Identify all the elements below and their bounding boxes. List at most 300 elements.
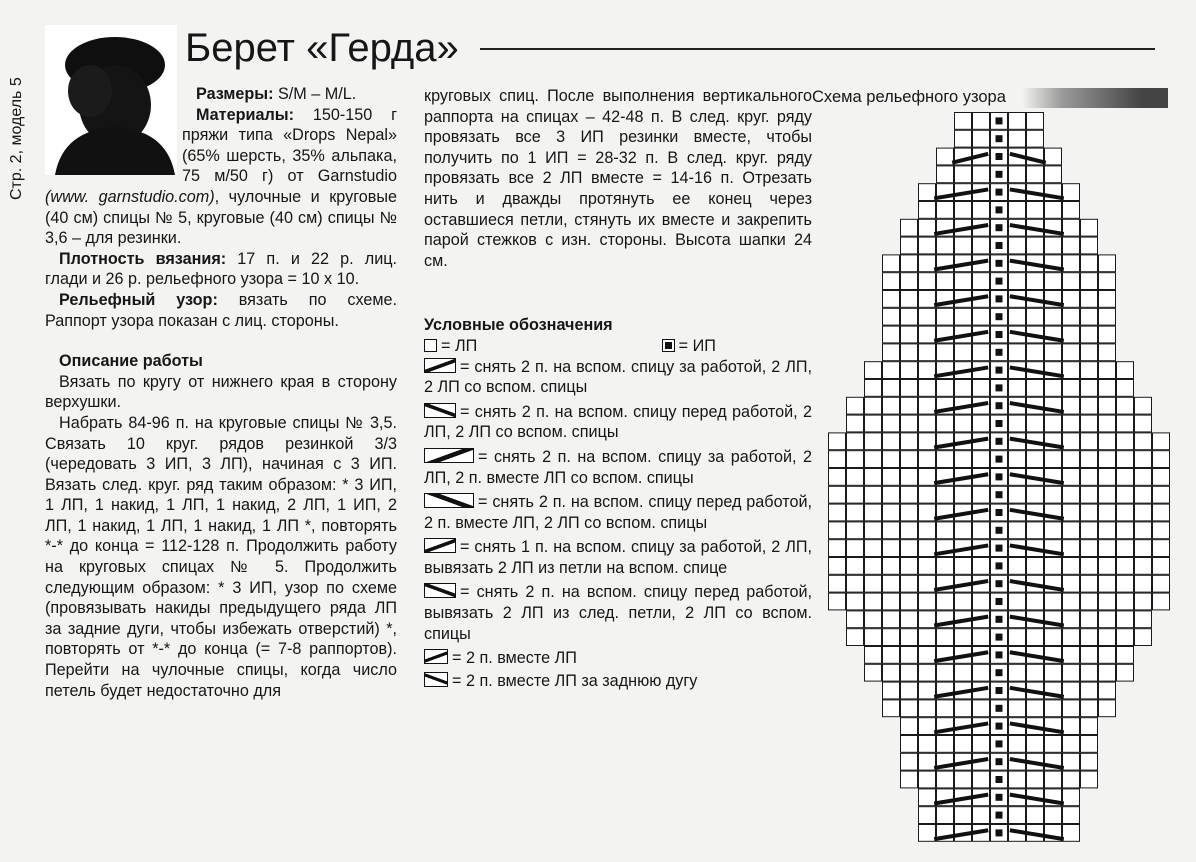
chart-cell	[919, 629, 936, 646]
chart-cell	[847, 558, 864, 575]
chart-cell	[919, 825, 936, 842]
chart-cell	[1081, 575, 1098, 592]
chart-cell	[865, 647, 882, 664]
chart-cell	[847, 522, 864, 539]
chart-cell	[937, 451, 954, 468]
chart-cell	[1117, 575, 1134, 592]
chart-cell	[847, 593, 864, 610]
chart-cell	[865, 362, 882, 379]
chart-cell	[1099, 308, 1116, 325]
legend-ip: = ИП	[678, 336, 716, 355]
chart-cell	[919, 647, 936, 664]
purl-stitch-mark	[996, 723, 1003, 730]
chart-cell	[1063, 433, 1080, 450]
chart-cell	[1063, 219, 1080, 236]
chart-cell	[1063, 291, 1080, 308]
chart-cell	[1081, 237, 1098, 254]
chart-cell	[865, 558, 882, 575]
purl-stitch-mark	[996, 527, 1003, 534]
chart-cell	[973, 130, 990, 147]
purl-stitch-mark	[996, 545, 1003, 552]
chart-cell	[1081, 255, 1098, 272]
legend-title: Условные обозначения	[424, 316, 613, 335]
chart-cell	[1099, 397, 1116, 414]
chart-cell	[955, 130, 972, 147]
chart-cell	[955, 380, 972, 397]
legend-item-7	[424, 648, 812, 669]
chart-cell	[1081, 344, 1098, 361]
chart-cell	[973, 629, 990, 646]
purl-stitch-mark	[996, 384, 1003, 391]
chart-cell	[973, 807, 990, 824]
chart-cell	[973, 593, 990, 610]
instructions-column-1	[45, 84, 397, 701]
chart-cell	[955, 202, 972, 219]
chart-cell	[901, 629, 918, 646]
chart-cell	[901, 344, 918, 361]
chart-cell	[847, 469, 864, 486]
chart-cell	[937, 522, 954, 539]
chart-cell	[1099, 362, 1116, 379]
cable-front-dec-symbol-icon	[424, 493, 474, 508]
chart-cell	[1117, 362, 1134, 379]
chart-cell	[973, 522, 990, 539]
chart-cell	[919, 753, 936, 770]
chart-cell	[1045, 736, 1062, 753]
chart-cell	[1081, 397, 1098, 414]
chart-cell	[1099, 593, 1116, 610]
chart-cell	[937, 700, 954, 717]
chart-cell	[1081, 469, 1098, 486]
chart-cell	[901, 718, 918, 735]
chart-cell	[901, 451, 918, 468]
chart-cell	[1045, 273, 1062, 290]
chart-cell	[1099, 647, 1116, 664]
chart-cell	[1081, 308, 1098, 325]
chart-cell	[865, 504, 882, 521]
chart-cell	[1135, 593, 1152, 610]
chart-cell	[955, 486, 972, 503]
chart-cell	[1009, 415, 1026, 432]
chart-cell	[883, 700, 900, 717]
chart-cell	[1063, 469, 1080, 486]
chart-cell	[1009, 736, 1026, 753]
chart-cell	[1135, 504, 1152, 521]
relief-paragraph	[45, 290, 397, 331]
chart-cell	[1135, 611, 1152, 628]
purl-stitch-mark	[996, 776, 1003, 783]
chart-cell	[901, 522, 918, 539]
chart-cell	[1081, 664, 1098, 681]
chart-cell	[1063, 451, 1080, 468]
chart-cell	[883, 664, 900, 681]
chart-cell	[1009, 451, 1026, 468]
chart-cell	[865, 486, 882, 503]
chart-cell	[1009, 486, 1026, 503]
chart-cell	[973, 664, 990, 681]
chart-cell	[937, 807, 954, 824]
cable-back-dec-symbol-icon	[424, 448, 474, 463]
chart-cell	[1009, 771, 1026, 788]
chart-cell	[955, 522, 972, 539]
chart-cell	[865, 451, 882, 468]
chart-cell	[865, 469, 882, 486]
chart-cell	[1045, 308, 1062, 325]
chart-cell	[883, 629, 900, 646]
chart-cell	[1117, 415, 1134, 432]
purl-stitch-mark	[996, 224, 1003, 231]
chart-cell	[1027, 380, 1044, 397]
chart-cell	[829, 575, 846, 592]
chart-cell	[901, 700, 918, 717]
chart-cell	[901, 362, 918, 379]
chart-cell	[919, 718, 936, 735]
chart-cell	[829, 593, 846, 610]
chart-cell	[901, 273, 918, 290]
purl-stitch-mark	[996, 829, 1003, 836]
chart-cell	[1045, 166, 1062, 183]
purl-stitch-mark	[996, 438, 1003, 445]
chart-cell	[829, 540, 846, 557]
purl-symbol-icon	[662, 339, 675, 352]
chart-cell	[1081, 682, 1098, 699]
chart-cell	[1099, 575, 1116, 592]
chart-cell	[973, 166, 990, 183]
cable-back-symbol-icon	[424, 358, 456, 373]
chart-cell	[1045, 486, 1062, 503]
chart-cell	[847, 486, 864, 503]
chart-cell	[919, 308, 936, 325]
chart-cell	[1099, 486, 1116, 503]
chart-cell	[937, 415, 954, 432]
chart-cell	[1045, 771, 1062, 788]
chart-cell	[1081, 291, 1098, 308]
chart-cell	[1009, 380, 1026, 397]
chart-cell	[1153, 469, 1170, 486]
k2tog-symbol-icon	[424, 649, 448, 664]
chart-cell	[919, 682, 936, 699]
chart-cell	[1009, 807, 1026, 824]
chart-cell	[919, 380, 936, 397]
chart-cell	[919, 486, 936, 503]
chart-cell	[955, 629, 972, 646]
chart-cell	[1063, 789, 1080, 806]
chart-cell	[1063, 308, 1080, 325]
chart-cell	[883, 308, 900, 325]
chart-cell	[1153, 593, 1170, 610]
purl-stitch-mark	[996, 313, 1003, 320]
chart-cell	[1009, 130, 1026, 147]
chart-cell	[883, 522, 900, 539]
work-paragraph-1: Вязать по кругу от нижнего края в сторону верхушки.	[45, 372, 397, 412]
chart-cell	[1045, 415, 1062, 432]
chart-cell	[955, 736, 972, 753]
chart-cell	[1063, 593, 1080, 610]
chart-cell	[865, 540, 882, 557]
chart-cell	[829, 522, 846, 539]
chart-cell	[847, 415, 864, 432]
chart-cell	[901, 308, 918, 325]
chart-cell	[883, 291, 900, 308]
chart-cell	[883, 558, 900, 575]
knit-symbol-icon	[424, 339, 437, 352]
chart-cell	[1081, 415, 1098, 432]
chart-cell	[829, 558, 846, 575]
chart-cell	[919, 219, 936, 236]
chart-cell	[883, 273, 900, 290]
chart-cell	[1009, 558, 1026, 575]
chart-cell	[1153, 433, 1170, 450]
chart-cell	[1081, 700, 1098, 717]
chart-cell	[1081, 558, 1098, 575]
purl-stitch-mark	[996, 473, 1003, 480]
chart-cell	[1045, 148, 1062, 165]
chart-cell	[865, 522, 882, 539]
legend-item-5	[424, 537, 812, 578]
relief-pattern-chart	[828, 112, 1170, 847]
work-paragraph-2: Набрать 84-96 п. на круговые спицы № 3,5. Связать 10 круг. рядов резинкой 3/3 (чередовать 3 ИП, 3 ЛП), начиная с 3 ИП. Вязать след. круг. ряд таким образом: * 3 ИП, 1 ЛП, 1 накид, 1 ЛП, 1 накид, 2 ЛП, 1 ИП, 2 ЛП, 1 накид, 1 ЛП, 1 накид, 1 ЛП *, повторять *-* до конца = 112-128 п. Продолжить работу на круговых спицах № 5. Продолжить следующим образом: * 3 ИП, узор по схеме (провязывать накиды предыдущего ряда ЛП за задние дуги, чтобы избежать отверстий) *, повторять от *-* до конца (= 7-8 раппортов). Перейти на чулочные спицы, когда число петель будет недостаточно для	[45, 413, 397, 700]
chart-cell	[919, 326, 936, 343]
chart-cell	[1117, 433, 1134, 450]
relief-value: вязать по схеме. Раппорт узора показан с лиц. стороны.	[45, 290, 398, 330]
chart-cell	[901, 291, 918, 308]
chart-cell	[865, 611, 882, 628]
chart-cell	[1099, 451, 1116, 468]
chart-cell	[1099, 558, 1116, 575]
chart-cell	[901, 469, 918, 486]
chart-cell	[865, 433, 882, 450]
chart-cell	[883, 647, 900, 664]
scheme-title: Схема рельефного узора	[812, 88, 1168, 108]
chart-cell	[1081, 380, 1098, 397]
chart-cell	[1117, 469, 1134, 486]
chart-cell	[973, 736, 990, 753]
chart-cell	[1063, 202, 1080, 219]
materials-site: (www. garnstudio.com)	[45, 187, 215, 206]
chart-cell	[1063, 629, 1080, 646]
purl-stitch-mark	[996, 278, 1003, 285]
chart-cell	[973, 344, 990, 361]
purl-stitch-mark	[996, 402, 1003, 409]
cable-front-symbol-icon	[424, 403, 456, 418]
chart-cell	[1063, 753, 1080, 770]
chart-cell	[1081, 540, 1098, 557]
density-value: 17 п. и 22 р. лиц. глади и 26 р. рельефного узора = 10 х 10.	[45, 249, 398, 289]
chart-cell	[1099, 664, 1116, 681]
chart-cell	[1063, 647, 1080, 664]
chart-cell	[1027, 344, 1044, 361]
purl-stitch-mark	[996, 509, 1003, 516]
chart-cell	[1099, 504, 1116, 521]
chart-cell	[1081, 593, 1098, 610]
chart-cell	[1153, 575, 1170, 592]
chart-cell	[1099, 344, 1116, 361]
chart-cell	[919, 237, 936, 254]
chart-cell	[955, 308, 972, 325]
chart-cell	[937, 486, 954, 503]
chart-cell	[829, 469, 846, 486]
chart-cell	[1027, 113, 1044, 130]
chart-cell	[865, 415, 882, 432]
purl-stitch-mark	[996, 491, 1003, 498]
chart-cell	[1063, 237, 1080, 254]
chart-cell	[937, 558, 954, 575]
chart-cell	[1027, 771, 1044, 788]
chart-cell	[1117, 486, 1134, 503]
chart-cell	[937, 202, 954, 219]
chart-cell	[829, 504, 846, 521]
chart-cell	[1063, 522, 1080, 539]
chart-cell	[1009, 113, 1026, 130]
chart-cell	[1027, 486, 1044, 503]
chart-cell	[1099, 415, 1116, 432]
chart-cell	[1063, 326, 1080, 343]
chart-cell	[1099, 700, 1116, 717]
chart-cell	[1135, 558, 1152, 575]
chart-cell	[883, 326, 900, 343]
chart-cell	[901, 540, 918, 557]
chart-cell	[955, 415, 972, 432]
chart-cell	[1099, 611, 1116, 628]
chart-cell	[1063, 700, 1080, 717]
chart-cell	[1117, 380, 1134, 397]
chart-cell	[955, 166, 972, 183]
chart-cell	[847, 397, 864, 414]
chart-cell	[955, 344, 972, 361]
purl-stitch-mark	[996, 687, 1003, 694]
chart-cell	[1117, 593, 1134, 610]
chart-cell	[1135, 575, 1152, 592]
chart-cell	[1045, 700, 1062, 717]
chart-cell	[1045, 344, 1062, 361]
sizes-label: Размеры:	[196, 85, 274, 103]
chart-cell	[937, 166, 954, 183]
chart-cell	[1027, 451, 1044, 468]
chart-cell	[955, 451, 972, 468]
chart-cell	[1117, 664, 1134, 681]
chart-cell	[1045, 380, 1062, 397]
chart-cell	[1099, 682, 1116, 699]
chart-cell	[865, 397, 882, 414]
chart-cell	[1153, 522, 1170, 539]
chart-cell	[919, 344, 936, 361]
legend-item-4	[424, 492, 812, 533]
chart-cell	[901, 255, 918, 272]
chart-cell	[1117, 629, 1134, 646]
chart-cell	[865, 380, 882, 397]
relief-label: Рельефный узор:	[59, 290, 218, 309]
chart-cell	[847, 575, 864, 592]
purl-stitch-mark	[996, 794, 1003, 801]
materials-rest: , чулочные и круговые (40 см) спицы № 5, круговые (40 см) спицы № 3,6 – для резинки.	[45, 187, 397, 248]
chart-cell	[955, 558, 972, 575]
chart-cell	[955, 664, 972, 681]
chart-cell	[1045, 237, 1062, 254]
chart-cell	[1009, 593, 1026, 610]
header	[185, 24, 1165, 72]
legend-item-1-text: = снять 2 п. на вспом. спицу за работой, 2 ЛП, 2 ЛП со вспом. спицы	[424, 357, 812, 397]
chart-cell	[901, 397, 918, 414]
chart-cell	[1081, 771, 1098, 788]
chart-cell	[1063, 558, 1080, 575]
chart-cell	[847, 433, 864, 450]
chart-cell	[1099, 469, 1116, 486]
photo-wrap-space	[45, 84, 182, 184]
chart-cell	[919, 540, 936, 557]
purl-stitch-mark	[996, 651, 1003, 658]
chart-cell	[865, 593, 882, 610]
chart-cell	[883, 540, 900, 557]
chart-cell	[919, 736, 936, 753]
chart-cell	[883, 611, 900, 628]
chart-cell	[919, 522, 936, 539]
chart-cell	[1063, 664, 1080, 681]
chart-cell	[901, 611, 918, 628]
chart-cell	[1027, 202, 1044, 219]
chart-cell	[1063, 273, 1080, 290]
chart-cell	[1117, 611, 1134, 628]
chart-cell	[847, 611, 864, 628]
chart-cell	[919, 664, 936, 681]
legend-item-5-text: = снять 1 п. на вспом. спицу за работой, 2 ЛП, вывязать 2 ЛП из петли на вспом. спице	[424, 538, 812, 577]
chart-cell	[1063, 825, 1080, 842]
chart-cell	[1045, 558, 1062, 575]
chart-cell	[973, 486, 990, 503]
chart-cell	[883, 433, 900, 450]
chart-cell	[1135, 469, 1152, 486]
chart-cell	[955, 593, 972, 610]
cable-inc-back-symbol-icon	[424, 538, 456, 553]
chart-cell	[1081, 611, 1098, 628]
chart-cell	[919, 807, 936, 824]
chart-cell	[883, 486, 900, 503]
chart-cell	[883, 255, 900, 272]
chart-cell	[1135, 629, 1152, 646]
chart-cell	[1009, 237, 1026, 254]
chart-cell	[1027, 807, 1044, 824]
chart-cell	[901, 486, 918, 503]
legend-item-3-text: = снять 2 п. на вспом. спицу за работой, 2 ЛП, 2 п. вместе ЛП со вспом. спицы	[424, 447, 812, 487]
chart-cell	[901, 647, 918, 664]
chart-cell	[973, 558, 990, 575]
purl-stitch-mark	[996, 812, 1003, 819]
chart-cell	[1117, 522, 1134, 539]
chart-cell	[1099, 540, 1116, 557]
chart-cell	[1099, 291, 1116, 308]
chart-cell	[1063, 255, 1080, 272]
chart-cell	[1081, 522, 1098, 539]
legend-item-2-text: = снять 2 п. на вспом. спицу перед работой, 2 ЛП, 2 ЛП со вспом. спицы	[424, 402, 812, 442]
chart-cell	[937, 273, 954, 290]
legend-item-8	[424, 671, 812, 692]
continuation-paragraph: круговых спиц. После выполнения вертикального раппорта на спицах – 42-48 п. В след. круг. ряду провязать все 3 ИП резинки вместе, чтобы получить по 1 ИП = 28-32 п. В след. круг. ряду провязать все 2 ЛП вместе = 14-16 п. Отрезать нить и дважды протянуть ее конец через оставшиеся петли, стянуть их вместе и закрепить парой стежков с изн. стороны. Высота шапки 24 см.	[424, 87, 812, 270]
chart-cell	[919, 611, 936, 628]
chart-cell	[1063, 575, 1080, 592]
chart-cell	[1135, 415, 1152, 432]
purl-stitch-mark	[996, 367, 1003, 374]
chart-cell	[901, 380, 918, 397]
legend-item-7-text: = 2 п. вместе ЛП	[452, 649, 577, 668]
chart-cell	[1099, 629, 1116, 646]
chart-cell	[937, 736, 954, 753]
chart-cell	[1135, 433, 1152, 450]
purl-stitch-mark	[996, 135, 1003, 142]
chart-cell	[1153, 558, 1170, 575]
chart-cell	[1063, 736, 1080, 753]
chart-cell	[1063, 682, 1080, 699]
legend-lp: = ЛП	[441, 336, 478, 355]
chart-cell	[937, 664, 954, 681]
